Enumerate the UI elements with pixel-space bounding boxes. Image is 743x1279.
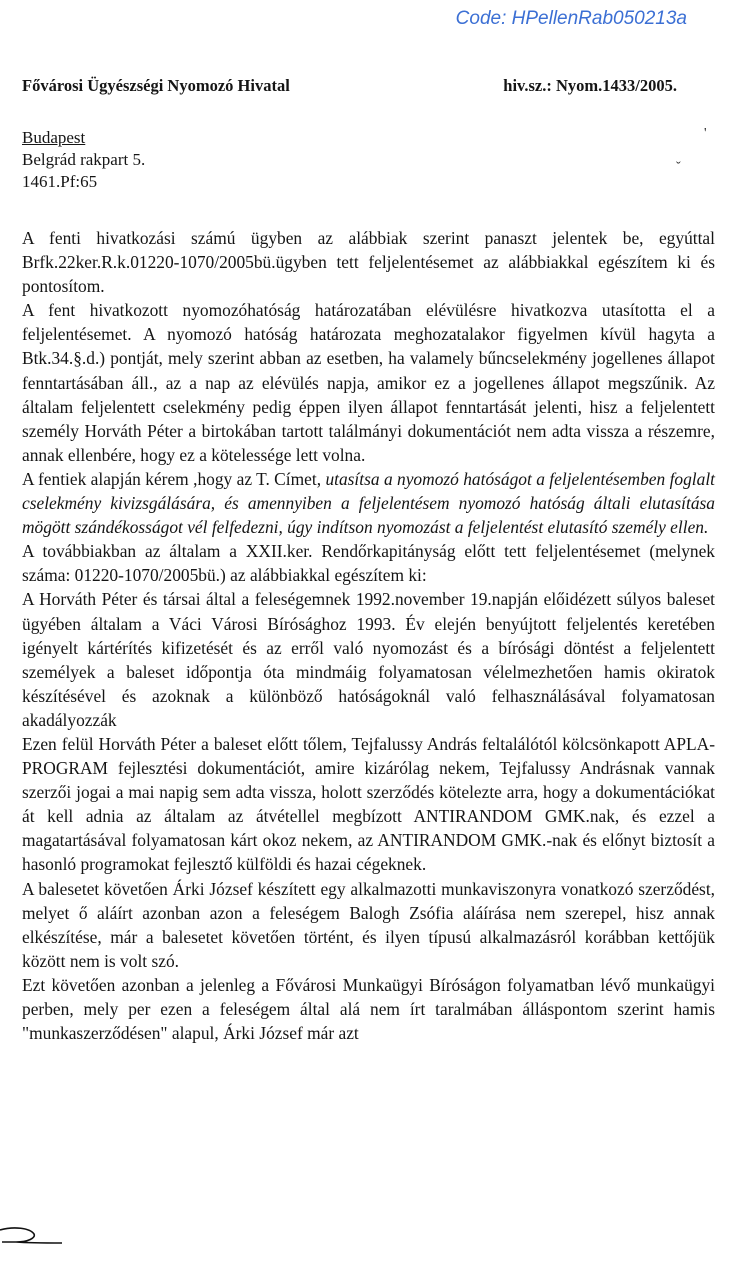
paragraph-documentation: Ezen felül Horváth Péter a baleset előtt tőlem, Tejfalussy András feltalálótól kölcsönkapott APLA-PROGRAM fejlesztési dokumentációt, amire kizárólag nekem, Tejfalussy Andrásnak vannak szerzői jogai a mai napig sem adta vissza, holott szerződés kötelezte arra, hogy a dokumentációkat át kell adnia az általam az átvétellel megbízott ANTIRANDOM GMK.nak, és ezzel a magatartásával folyamatosan kárt okoz nekem, az ANTIRANDOM GMK.-nak és előnyt biztosít a hasonló programokat fejlesztő külföldi és hazai cégeknek.: [22, 733, 715, 875]
letter-header: [22, 76, 677, 96]
scribble-mark: [0, 1222, 70, 1252]
paragraph-request: [22, 467, 715, 539]
request-intro: A fentiek alapján kérem ,hogy az T. Címet,: [22, 468, 326, 489]
paragraph-accident: A Horváth Péter és társai által a feleségemnek 1992.november 19.napján előidézett súlyos baleset ügyében általam a Váci Városi Bírósághoz 1993. Év elején benyújtott feljelentés keretében igényelt kártérítés kifizetését és az erről való nyomozást és a bírósági döntést a feljelentett személyek a baleset időpontja óta mindmáig folyamatosan vélelmezhetően hamis okiratok készítésével és azoknak a különböző hatóságoknál való felhasználásával folyamatosan akadályozzák: [22, 589, 715, 730]
paragraph-contract: A balesetet követően Árki József készített egy alkalmazotti munkaviszonyra vonatkozó szerződést, melyet ő aláírt azonban azon a feleségem Balogh Zsófia aláírása nem szerepel, hisz annak elkészítése, már a balesetet követően történt, és ilyen típusú alkalmazásról korábban kettőjük között nem is volt szó.: [22, 878, 715, 971]
institution-name: Fővárosi Ügyészségi Nyomozó Hivatal: [22, 76, 290, 95]
letter-body: [22, 226, 715, 1045]
address-block: [22, 127, 145, 193]
stray-mark: ': [704, 126, 707, 141]
address-city: Budapest: [22, 128, 86, 147]
paragraph-labor-case: Ezt követően azonban a jelenleg a Fővárosi Munkaügyi Bíróságon folyamatban lévő munkaügyi perben, mely per ezen a feleségem által alá nem írt taralmában álláspontom szerint hamis "munkaszerződésen" alapul, Árki József már azt: [22, 974, 715, 1044]
paragraph-rejection: A fent hivatkozott nyomozóhatóság határozatában elévülésre hivatkozva utasította el a feljelentésemet. A nyomozó hatóság határozata meghozatalakor figyelmen kívül hagyta a Btk.34.§.d.) pontját, mely szerint abban az esetben, ha valamely bűncselekmény jogellenes állapot fenntartásában áll., az a nap az elévülés napja, amikor ez a jogellenes állapot megszűnik. Az általam feljelentett cselekmény pedig éppen ilyen állapot fenntartását jelenti, hisz a feljelentett személy Horváth Péter a birtokában tartott találmányi dokumentációt nem adta vissza a részemre, annak ellenbére, hogy ez a kötelessége lett volna.: [22, 300, 715, 465]
paragraph-complaint: A fenti hivatkozási számú ügyben az alábbiak szerint panaszt jelentek be, egyúttal Brfk.22ker.R.k.01220-1070/2005bü.ügyben tett feljelentésemet az alábbiakkal egészítem ki és pontosítom.: [22, 228, 715, 297]
address-postal: 1461.Pf:65: [22, 172, 98, 191]
stray-mark: ˇ: [676, 160, 681, 175]
request-italic: utasítsa a nyomozó hatóságot a feljelentésemben foglalt cselekmény kivizsgálására, és amennyiben a feljelentésem nyomozó hatóság általi elutasítása mögött szándékosságot vél felfedezni, úgy indítson nyomozást a feljelentést elutasító személy ellen.: [22, 468, 715, 538]
address-street: Belgrád rakpart 5.: [22, 150, 146, 169]
reference-number: hiv.sz.: Nyom.1433/2005.: [503, 76, 677, 95]
paragraph-supplement: A továbbiakban az általam a XXII.ker. Rendőrkapitányság előtt tett feljelentésemet (melynek száma: 01220-1070/2005bü.) az alábbiakkal egészítem ki:: [22, 541, 715, 586]
document-code-label: Code: HPellenRab050213a: [455, 8, 687, 29]
